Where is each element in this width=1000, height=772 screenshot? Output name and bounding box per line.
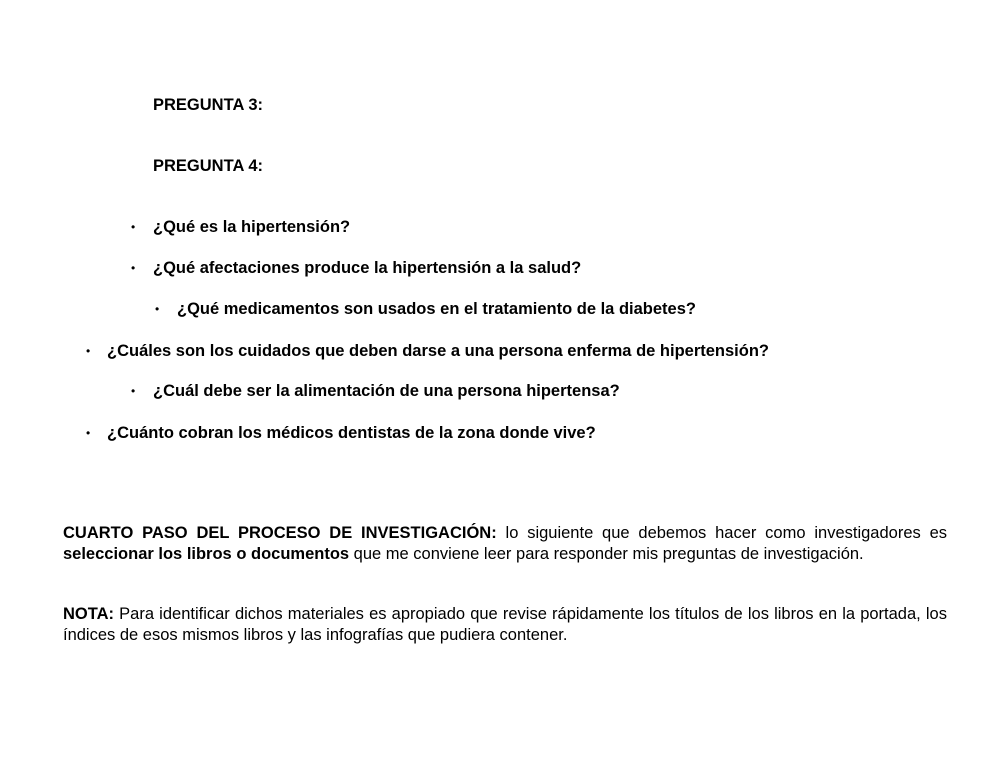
bullet-2: •: [131, 261, 136, 275]
bullet-1: •: [131, 220, 136, 234]
paragraph-cuarto-paso-text-1: lo siguiente que debemos hacer como investigadores es: [496, 524, 947, 542]
bullet-3: •: [155, 302, 160, 316]
paragraph-nota-text: Para identificar dichos materiales es apropiado que revise rápidamente los títulos de los libros en la portada, los índices de esos mismos libros y las infografías que pudiera contener.: [63, 605, 947, 644]
question-4: ¿Cuáles son los cuidados que deben darse a una persona enferma de hipertensión?: [107, 342, 769, 360]
paragraph-cuarto-paso-emphasis: seleccionar los libros o documentos: [63, 544, 350, 563]
paragraph-nota-lead: NOTA:: [63, 605, 115, 623]
bullet-4: •: [86, 344, 91, 358]
question-6: ¿Cuánto cobran los médicos dentistas de la zona donde vive?: [107, 424, 596, 442]
question-3: ¿Qué medicamentos son usados en el tratamiento de la diabetes?: [177, 300, 696, 318]
paragraph-cuarto-paso: [63, 523, 947, 564]
paragraph-cuarto-paso-lead: CUARTO PASO DEL PROCESO DE INVESTIGACIÓN:: [63, 524, 497, 542]
heading-pregunta-3: PREGUNTA 3:: [153, 96, 264, 114]
heading-pregunta-4: PREGUNTA 4:: [153, 157, 264, 175]
question-2: ¿Qué afectaciones produce la hipertensión a la salud?: [153, 259, 582, 277]
question-5: ¿Cuál debe ser la alimentación de una persona hipertensa?: [153, 382, 620, 400]
bullet-6: •: [86, 426, 91, 440]
paragraph-cuarto-paso-text-2: que me conviene leer para responder mis preguntas de investigación.: [349, 544, 864, 563]
paragraph-nota: [63, 604, 947, 645]
question-1: ¿Qué es la hipertensión?: [153, 218, 351, 236]
bullet-5: •: [131, 384, 136, 398]
